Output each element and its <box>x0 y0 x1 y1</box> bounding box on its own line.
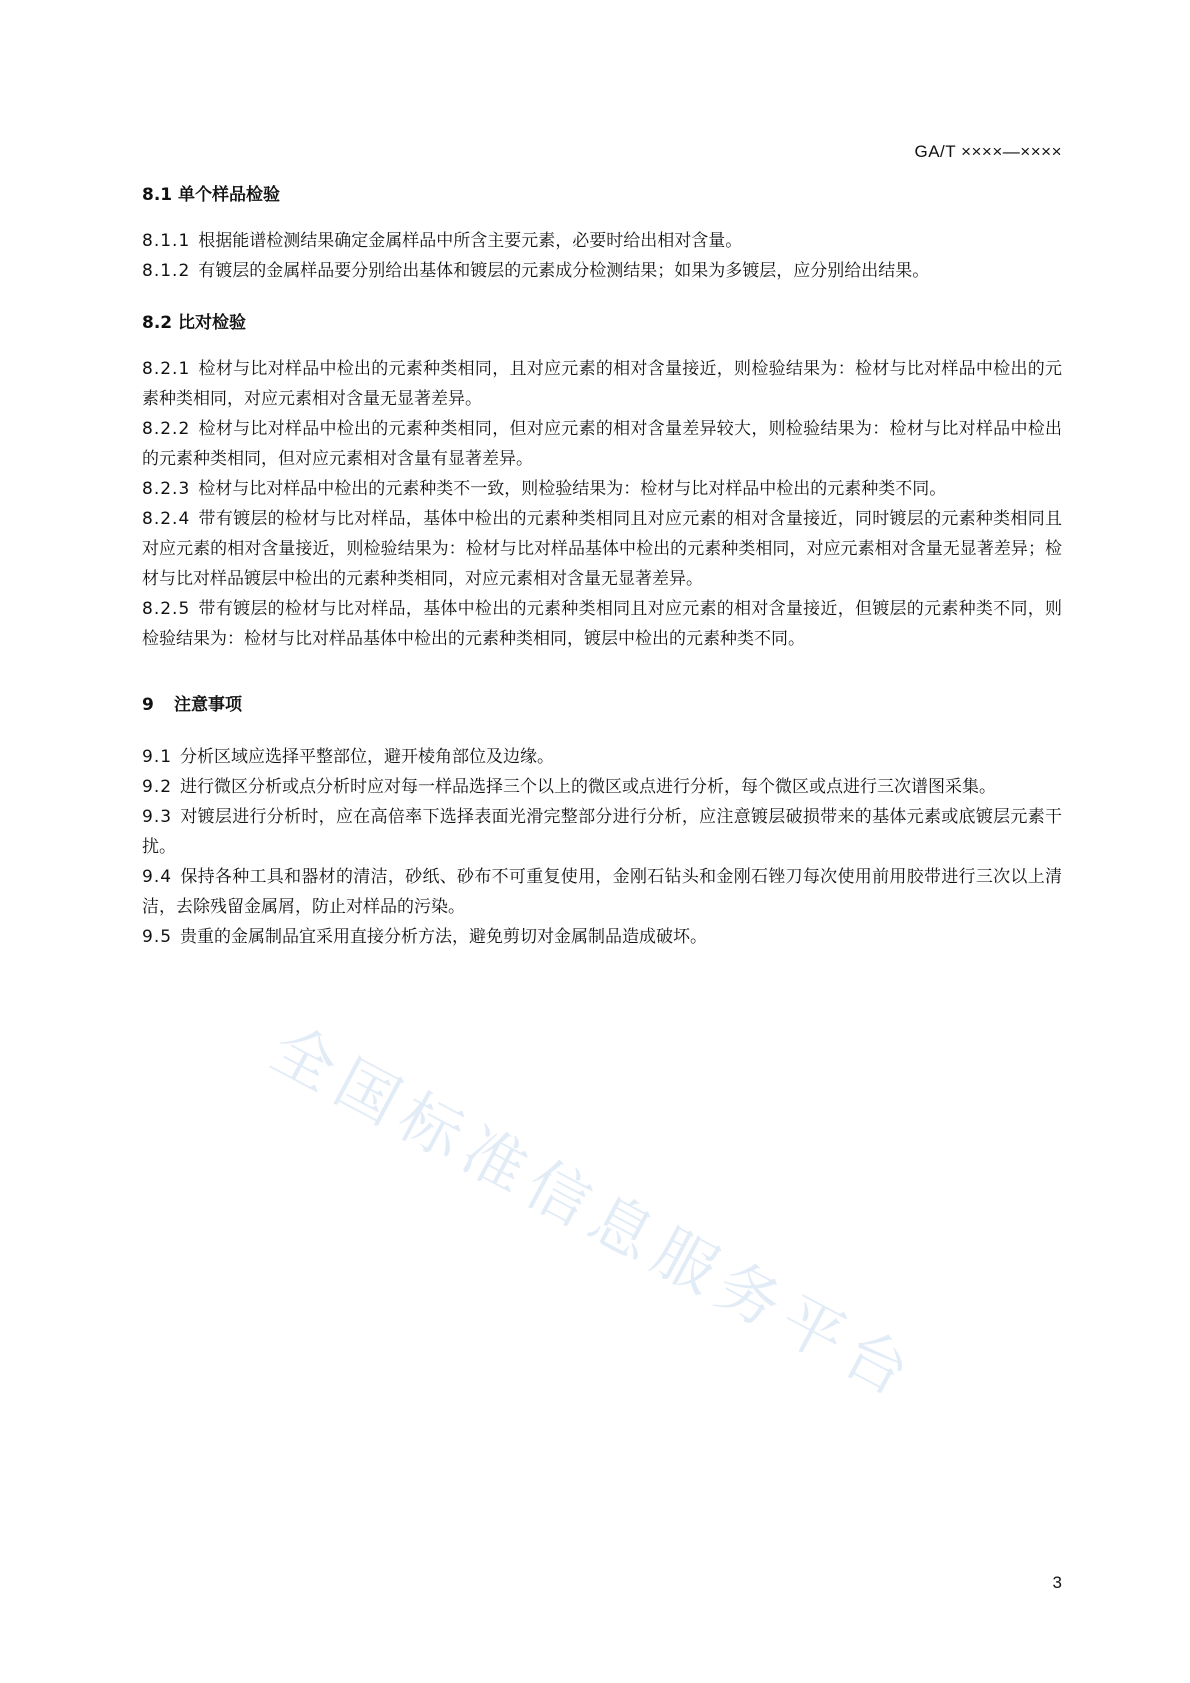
clause-8-2-1 <box>142 354 1062 414</box>
clause-number: 9.4 <box>142 867 173 887</box>
clause-text: 分析区域应选择平整部位，避开棱角部位及边缘。 <box>180 747 555 767</box>
clause-number: 8.1.1 <box>142 231 191 251</box>
section-title: 注意事项 <box>174 695 242 715</box>
clause-9-1 <box>142 742 1062 772</box>
section-9-heading <box>142 690 1062 720</box>
clause-text: 带有镀层的检材与比对样品，基体中检出的元素种类相同且对应元素的相对含量接近，但镀层的元素种类不同，则检验结果为：检材与比对样品基体中检出的元素种类相同，镀层中检出的元素种类不同。 <box>142 599 1062 649</box>
page-number: 3 <box>1052 1573 1062 1592</box>
clause-number: 8.2.1 <box>142 359 191 379</box>
clause-9-4 <box>142 862 1062 922</box>
watermark: 全国标准信息服务平台 <box>259 1011 930 1414</box>
clause-8-2-2 <box>142 414 1062 474</box>
clause-number: 8.2.4 <box>142 509 191 529</box>
clause-number: 9.3 <box>142 807 173 827</box>
clause-number: 9.1 <box>142 747 173 767</box>
clause-8-1-2 <box>142 256 1062 286</box>
clause-text: 带有镀层的检材与比对样品，基体中检出的元素种类相同且对应元素的相对含量接近，同时镀层的元素种类相同且对应元素的相对含量接近，则检验结果为：检材与比对样品基体中检出的元素种类相同，对应元素相对含量无显著差异；检材与比对样品镀层中检出的元素种类相同，对应元素相对含量无显著差异。 <box>142 509 1062 589</box>
clause-number: 8.2.5 <box>142 599 191 619</box>
clause-8-1-1 <box>142 226 1062 256</box>
clause-text: 贵重的金属制品宜采用直接分析方法，避免剪切对金属制品造成破坏。 <box>180 927 708 947</box>
clause-8-2-5 <box>142 594 1062 654</box>
clause-8-2-3 <box>142 474 1062 504</box>
clause-8-2-4 <box>142 504 1062 594</box>
clause-text: 对镀层进行分析时，应在高倍率下选择表面光滑完整部分进行分析，应注意镀层破损带来的基体元素或底镀层元素干扰。 <box>142 807 1062 857</box>
clause-9-5 <box>142 922 1062 952</box>
section-8-2-heading: 8.2 比对检验 <box>142 313 247 333</box>
standard-code: GA/T ××××—×××× <box>914 142 1062 161</box>
clause-number: 9.2 <box>142 777 173 797</box>
clause-text: 检材与比对样品中检出的元素种类相同，且对应元素的相对含量接近，则检验结果为：检材与比对样品中检出的元素种类相同，对应元素相对含量无显著差异。 <box>142 359 1062 409</box>
section-number: 9 <box>142 695 154 715</box>
section-8-1-heading: 8.1 单个样品检验 <box>142 185 281 205</box>
document-body <box>142 180 1062 952</box>
clause-text: 检材与比对样品中检出的元素种类不一致，则检验结果为：检材与比对样品中检出的元素种类不同。 <box>198 479 947 499</box>
clause-text: 有镀层的金属样品要分别给出基体和镀层的元素成分检测结果；如果为多镀层，应分别给出结果。 <box>198 261 930 281</box>
clause-text: 检材与比对样品中检出的元素种类相同，但对应元素的相对含量差异较大，则检验结果为：检材与比对样品中检出的元素种类相同，但对应元素相对含量有显著差异。 <box>142 419 1062 469</box>
clause-number: 8.2.3 <box>142 479 191 499</box>
clause-9-2 <box>142 772 1062 802</box>
clause-number: 8.2.2 <box>142 419 191 439</box>
clause-number: 8.1.2 <box>142 261 191 281</box>
clause-number: 9.5 <box>142 927 173 947</box>
clause-9-3 <box>142 802 1062 862</box>
clause-text: 进行微区分析或点分析时应对每一样品选择三个以上的微区或点进行分析，每个微区或点进行三次谱图采集。 <box>180 777 997 797</box>
clause-text: 根据能谱检测结果确定金属样品中所含主要元素，必要时给出相对含量。 <box>198 231 743 251</box>
clause-text: 保持各种工具和器材的清洁，砂纸、砂布不可重复使用，金刚石钻头和金刚石锉刀每次使用前用胶带进行三次以上清洁，去除残留金属屑，防止对样品的污染。 <box>142 867 1062 917</box>
